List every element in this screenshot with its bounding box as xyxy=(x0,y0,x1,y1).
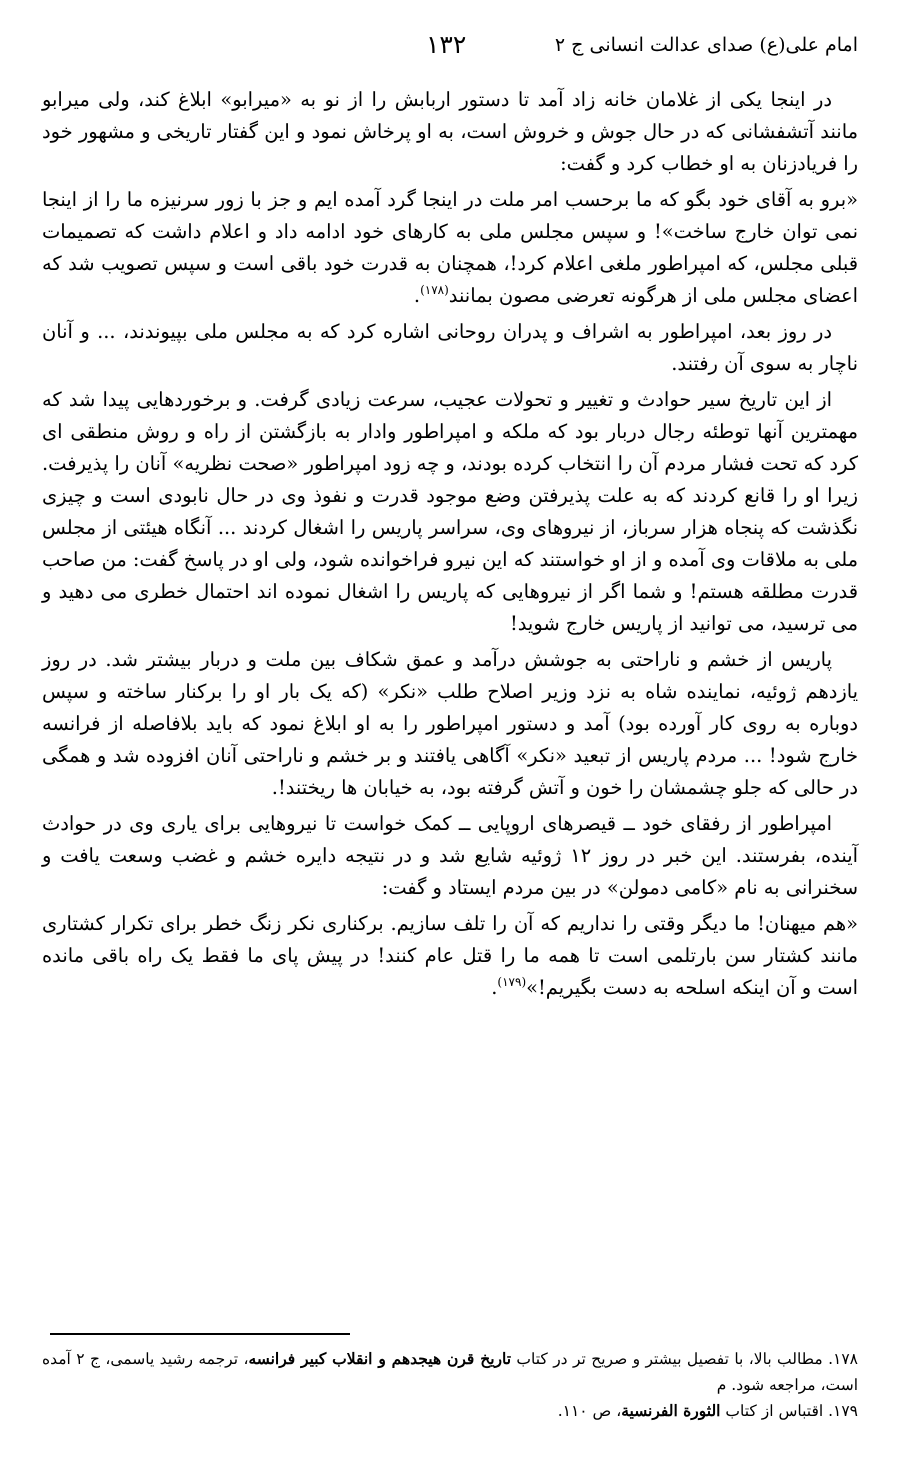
page-header xyxy=(40,30,858,70)
footnote-ref-178: (۱۷۸) xyxy=(420,283,449,297)
footnote-179-text-b: ، ص ۱۱۰. xyxy=(557,1402,622,1420)
footnote-178-text-a: ۱۷۸. مطالب بالا، با تفصیل بیشتر و صریح تر در کتاب xyxy=(511,1350,859,1368)
page-number: ۱۳۲ xyxy=(426,30,467,59)
footnote-179-text-a: ۱۷۹. اقتباس از کتاب xyxy=(720,1402,858,1420)
paragraph-5: پاریس از خشم و ناراحتی به جوشش درآمد و عمق شکاف بین ملت و دربار بیشتر شد. در روز یازدهم ژوئیه، نماینده شاه به نزد وزیر اصلاح طلب «نکر» (که یک بار او را برکنار ساخته و سپس دوباره به روی کار آورده بود) آمد و دستور امپراطور را به او ابلاغ نمود که باید بلافاصله از فرانسه خارج شود! ... مردم پاریس از تبعید «نکر» آگاهی یافتند و بر خشم و ناراحتی آنان افزوده شد و همگی در حالی که جلو چشمشان را خون و آتش گرفته بود، به خیابان ها ریختند!. xyxy=(42,648,858,799)
footnote-divider xyxy=(50,1333,350,1335)
footnote-ref-179: (۱۷۹) xyxy=(497,975,527,989)
paragraph-4: از این تاریخ سیر حوادث و تغییر و تحولات عجیب، سرعت زیادی گرفت. و برخوردهایی پیدا شد که مهمترین آنها توطئه رجال دربار بود که ملکه و امپراطور وادار به بازگشتن از راه و روش منطقی ای کرد که تحت فشار مردم آن را انتخاب کرده بودند، و چه زود امپراطور «صحت نظریه» آنان را پذیرفت. زیرا او را قانع کردند که به علت پذیرفتن وضع موجود قدرت و نفوذ وی در حال نابودی است و چیزی نگذشت که پنجاه هزار سرباز، از نیروهای وی، سراسر پاریس را اشغال کردند ... آنگاه هیئتی از مجلس ملی به ملاقات وی آمده و از او خواستند که این نیرو فراخوانده شود، ولی او در پاسخ گفت: من صاحب قدرت مطلقه هستم! و شما اگر از نیروهایی که پاریس را اشغال نموده اند احتمال خطری می دهید و می ترسید، می توانید از پاریس خارج شوید! xyxy=(42,388,858,635)
footnote-178-book-title: تاریخ قرن هیجدهم و انقلاب کبیر فرانسه xyxy=(248,1349,512,1368)
paragraph-7-quote: «هم میهنان! ما دیگر وقتی را نداریم که آن را تلف سازیم. برکناری نکر زنگ خطر برای تکرار کشتاری مانند کشتار سن بارتلمی است تا همه ما را قتل عام کنند! در پیش پای ما فقط یک راه باقی مانده است و آن اینکه اسلحه به دست بگیریم!»$^{(۱۷۹)}$. xyxy=(42,912,858,999)
footnote-178-text-b: ، ترجمه رشید یاسمی، ج ۲ آمده است، مراجعه شود. م xyxy=(42,1350,858,1394)
footnote-179-book-title: الثورة الفرنسیة xyxy=(621,1401,721,1420)
paragraph-2-quote: «برو به آقای خود بگو که ما برحسب امر ملت در اینجا گرد آمده ایم و جز با زور سرنیزه ما را از اینجا نمی توان خارج ساخت»! و سپس مجلس ملی به کارهای خود ادامه داد و اعلام داشت که تصمیمات قبلی مجلس، که امپراطور ملغی اعلام کرد!، همچنان به قدرت خود باقی است و سپس تصویب شد که اعضای مجلس ملی از هرگونه تعرضی مصون بمانند$^{(۱۷۸)}$. xyxy=(42,188,858,307)
paragraph-6: امپراطور از رفقای خود ــ قیصرهای اروپایی ــ کمک خواست تا نیروهایی برای یاری وی در حوادث آینده، بفرستند. این خبر در روز ۱۲ ژوئیه شایع شد و در نتیجه دایره خشم و غضب وسعت یافت و سخنرانی به نام «کامی دمولن» در بین مردم ایستاد و گفت: xyxy=(42,812,858,899)
page-body xyxy=(42,84,858,1004)
running-title: امام علی(ع) صدای عدالت انسانی ج ۲ xyxy=(554,34,858,56)
footnote-178 xyxy=(42,1346,858,1398)
footnote-179 xyxy=(42,1398,858,1424)
paragraph-1: در اینجا یکی از غلامان خانه زاد آمد تا دستور اربابش را از نو به «میرابو» ابلاغ کند، ولی میرابو مانند آتشفشانی که در حال جوش و خروش است، به او پرخاش نمود و این گفتار تاریخی و مشهور خود را فریادزنان به او خطاب کرد و گفت: xyxy=(42,88,858,175)
paragraph-2-text: «برو به آقای خود بگو که ما برحسب امر ملت در اینجا گرد آمده ایم و جز با زور سرنیزه ما را از اینجا نمی توان خارج ساخت»! و سپس مجلس ملی به کارهای خود ادامه داد و اعلام داشت که تصمیمات قبلی مجلس، که امپراطور ملغی اعلام کرد!، همچنان به قدرت خود باقی است و سپس تصویب شد که اعضای مجلس ملی از هرگونه تعرضی مصون بمانند xyxy=(42,188,858,307)
paragraph-3: در روز بعد، امپراطور به اشراف و پدران روحانی اشاره کرد که به مجلس ملی بپیوندند، ... و آنان ناچار به سوی آن رفتند. xyxy=(42,320,858,375)
footnotes xyxy=(42,1346,858,1424)
paragraph-7-text: «هم میهنان! ما دیگر وقتی را نداریم که آن را تلف سازیم. برکناری نکر زنگ خطر برای تکرار کشتاری مانند کشتار سن بارتلمی است تا همه ما را قتل عام کنند! در پیش پای ما فقط یک راه باقی مانده است و آن اینکه اسلحه به دست بگیریم!» xyxy=(42,912,858,999)
